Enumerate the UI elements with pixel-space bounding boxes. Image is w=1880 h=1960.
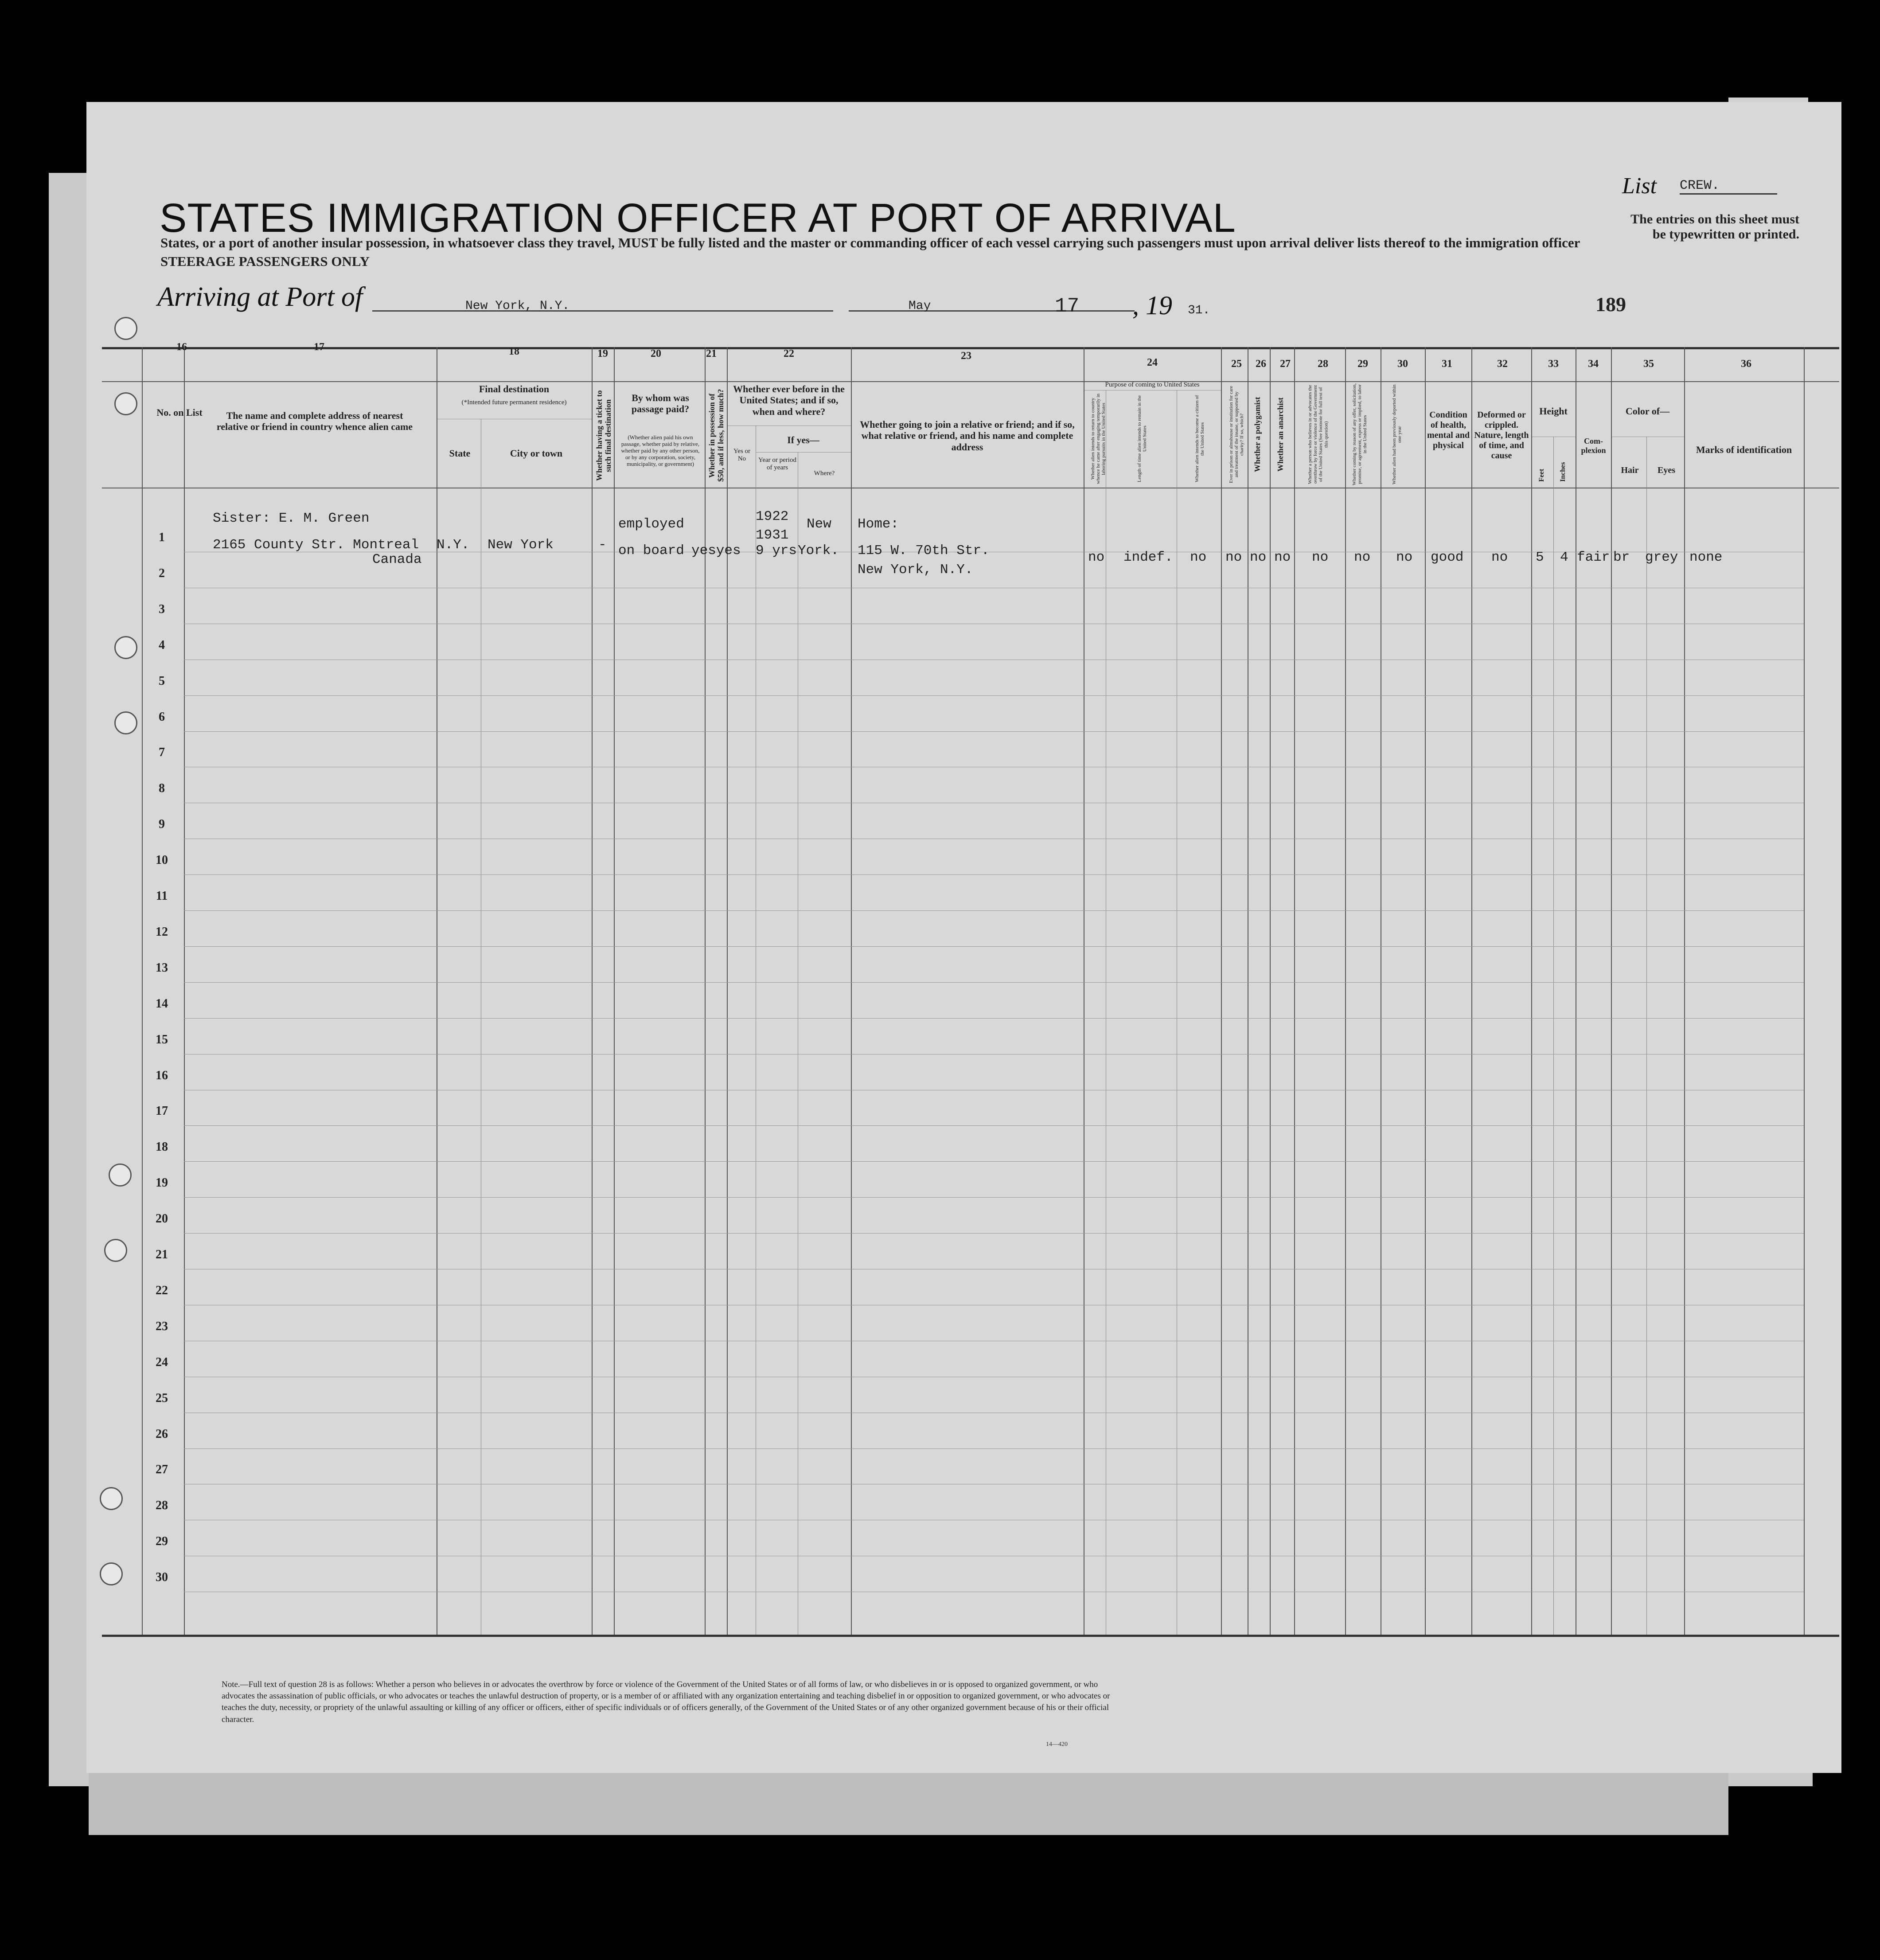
column-rule — [1553, 437, 1554, 1635]
header-purpose: Purpose of coming to United States — [1105, 381, 1200, 388]
footnote: Note.—Full text of question 28 is as follows: Whether a person who believes in or advocates the overthrow by force or violence of the Government of the United States or of all forms of law, or who disbelieves in or is opposed to organized government, or who advocates the assassination of public officials, or who advocates or teaches the unlawful destruction of property, or is a member of or affiliated with any organization entertaining and teaching disbelief in or opposition to organized government, or who advocates or teaches the duty, necessity, or propriety of the unlawful assaulting or killing of any officer or officers, either of specific individuals or of officers generally, of the Government of the United States or of any other organized government because of his or their official character. — [222, 1680, 1110, 1724]
column-number: 24 — [1147, 357, 1158, 368]
page-number: 189 — [1595, 293, 1626, 316]
column-rule — [727, 347, 728, 1635]
binder-hole — [114, 392, 137, 415]
header-ticket: Whether having a ticket to such final destination — [595, 390, 612, 481]
header-q30: Whether alien had been previously deported within one year — [1392, 384, 1403, 484]
underlying-page-bottom — [89, 1764, 1728, 1835]
year-prefix: , 19 — [1132, 291, 1172, 320]
column-number: 28 — [1318, 358, 1328, 370]
row-number: 12 — [156, 925, 168, 939]
row-rule — [184, 910, 1804, 911]
row-number: 15 — [156, 1032, 168, 1046]
row-number: 30 — [156, 1570, 168, 1585]
row-number: 18 — [156, 1140, 168, 1154]
entry-purpose-return: no — [1088, 550, 1105, 565]
row-number: 9 — [159, 817, 165, 832]
column-number: 32 — [1497, 358, 1508, 370]
row-number: 13 — [156, 960, 168, 975]
column-number: 34 — [1588, 358, 1599, 370]
table-top-rule — [102, 347, 1839, 349]
header-q29: Whether coming by reason of any offer, solicitation, promise, or agreement, express or implied, to labor in the United States — [1352, 383, 1368, 485]
row-number: 1 — [159, 531, 165, 544]
entry-years-line3: 9 yrs — [756, 543, 797, 558]
row-number: 5 — [159, 674, 165, 688]
column-number: 27 — [1280, 358, 1291, 370]
row-rule — [184, 1018, 1804, 1019]
row-number: 7 — [159, 746, 165, 760]
row-number: 14 — [156, 996, 168, 1011]
entry-condition: good — [1431, 550, 1464, 565]
column-number: 19 — [597, 348, 608, 359]
row-number: 3 — [159, 602, 165, 616]
entry-length-of-stay: indef. — [1123, 550, 1173, 565]
row-number: 10 — [156, 853, 168, 867]
binder-hole — [114, 317, 137, 340]
column-number: 16 — [176, 341, 187, 353]
entry-hair: br — [1613, 550, 1630, 565]
column-number: 29 — [1357, 358, 1368, 370]
row-number: 22 — [156, 1283, 168, 1297]
column-rule — [1425, 347, 1426, 1635]
binder-hole — [100, 1562, 123, 1585]
row-number: 17 — [156, 1104, 168, 1118]
entry-q28: no — [1312, 550, 1329, 565]
header-before-in-us: Whether ever before in the United States; and if so, when and where? — [733, 383, 845, 417]
binder-hole — [104, 1239, 127, 1262]
entry-city: New York — [488, 537, 554, 553]
row-number: 23 — [156, 1319, 168, 1333]
column-number-rule — [102, 381, 1839, 382]
entry-feet: 5 — [1536, 550, 1544, 565]
row-number: 28 — [156, 1499, 168, 1513]
header-joining: Whether going to join a relative or friend; and if so, what relative or friend, and his name and complete address — [860, 419, 1075, 453]
month-value: May — [909, 299, 931, 313]
entry-q29: no — [1354, 550, 1371, 565]
entry-join-line2: 115 W. 70th Str. — [858, 543, 990, 558]
column-rule — [1294, 347, 1295, 1635]
column-number: 31 — [1442, 358, 1452, 370]
column-rule — [1611, 347, 1612, 1635]
page-subtitle-2: STEERAGE PASSENGERS ONLY — [160, 254, 370, 269]
row-number: 26 — [156, 1427, 168, 1441]
header-possession: Whether in possession of $50, and if less, how much? — [707, 389, 725, 482]
entry-citizen: no — [1190, 550, 1207, 565]
row-rule — [184, 731, 1804, 732]
header-purpose-citizen: Whether alien intends to become a citizen of the United States — [1194, 395, 1205, 483]
entry-relative-line2: 2165 County Str. Montreal — [213, 537, 419, 553]
page-title: STATES IMMIGRATION OFFICER AT PORT OF ARRIVAL — [160, 195, 1236, 241]
year-suffix: 31. — [1188, 304, 1210, 317]
row-number: 29 — [156, 1534, 168, 1549]
header-eyes: Eyes — [1658, 465, 1675, 475]
column-rule — [1804, 347, 1805, 1635]
date-line — [849, 310, 1135, 312]
list-value: CREW. — [1680, 178, 1777, 195]
row-rule — [184, 1125, 1804, 1126]
row-rule — [184, 1197, 1804, 1198]
header-by-whom: By whom was passage paid? — [631, 392, 690, 415]
entry-inches: 4 — [1560, 550, 1568, 565]
binder-hole — [114, 711, 137, 734]
row-number: 27 — [156, 1463, 168, 1477]
row-number: 25 — [156, 1391, 168, 1405]
column-rule — [592, 347, 593, 1635]
header-marks: Marks of identification — [1696, 444, 1792, 455]
column-number: 18 — [509, 346, 519, 357]
column-rule — [1646, 437, 1647, 1635]
column-number: 26 — [1256, 358, 1266, 370]
form-number: 14—420 — [1046, 1741, 1068, 1748]
row-number: 6 — [159, 710, 165, 724]
binder-hole — [109, 1164, 132, 1187]
row-rule — [184, 695, 1804, 696]
header-prison: Ever in prison or almshouse or institution for care and treatment of the insane, or supported by charity? If so, which? — [1229, 386, 1245, 483]
entry-paid-line2: on board — [618, 543, 684, 558]
column-rule — [705, 347, 706, 1635]
row-number: 16 — [156, 1068, 168, 1082]
header-by-whom-note: (Whether alien paid his own passage, whether paid by relative, whether paid by any other person, or by any corporation, society, municipality, or government) — [621, 434, 700, 467]
entry-anarchist: no — [1274, 550, 1291, 565]
header-year-period: Year or period of years — [758, 457, 796, 472]
entry-join-line3: New York, N.Y. — [858, 562, 973, 578]
typewritten-note-2: be typewritten or printed. — [1652, 227, 1799, 242]
entry-paid-line1: employed — [618, 516, 684, 532]
if-yes-subrule — [756, 452, 851, 453]
entry-complexion: fair — [1577, 550, 1610, 565]
column-rule — [1471, 347, 1472, 1635]
header-polygamist: Whether a polygamist — [1253, 397, 1262, 472]
column-number: 30 — [1397, 358, 1408, 370]
row-number: 4 — [159, 638, 165, 652]
entry-state: N.Y. — [437, 537, 470, 553]
column-rule — [184, 347, 185, 1635]
column-rule — [1270, 347, 1271, 1635]
typewritten-note-1: The entries on this sheet must — [1630, 212, 1799, 226]
column-number: 36 — [1741, 358, 1751, 370]
column-number: 33 — [1548, 358, 1559, 370]
header-feet: Feet — [1538, 469, 1545, 482]
entry-eyes: grey — [1645, 550, 1678, 565]
binder-hole — [100, 1487, 123, 1510]
entry-deformed: no — [1491, 550, 1508, 565]
header-complexion: Com-plexion — [1581, 437, 1606, 455]
header-purpose-length: Length of time alien intends to remain in the United States — [1137, 395, 1148, 483]
list-label: List — [1622, 173, 1657, 199]
header-q28: Whether a person who believes in or advocates the overthrow by force or violence of the Government of the United States (See footnote for full text of this question) — [1307, 385, 1329, 484]
port-line — [372, 310, 833, 312]
header-city: City or town — [510, 448, 563, 459]
row-number: 20 — [156, 1212, 168, 1226]
header-height: Height — [1539, 406, 1568, 417]
page-subtitle: States, or a port of another insular possession, in whatsoever class they travel, MUST be fully listed and the master or commanding officer of each vessel carrying such passengers must upon arrival deliver lists thereof to the immigration officer — [160, 235, 1580, 250]
row-number: 21 — [156, 1248, 168, 1261]
day-value: 17 — [1055, 295, 1080, 318]
entry-years-line2: 1931 — [756, 527, 789, 543]
header-where: Where? — [814, 470, 835, 477]
port-value: New York, N.Y. — [465, 299, 570, 313]
entry-possession: yesyes — [691, 543, 741, 558]
header-yes-or-no: Yes or No — [733, 448, 751, 463]
column-number: 25 — [1231, 358, 1242, 370]
header-final-destination-note: (*Intended future permanent residence) — [461, 399, 567, 406]
header-deformed: Deformed or crippled. Nature, length of time, and cause — [1474, 410, 1529, 461]
entry-years-line1: 1922 — [756, 509, 789, 524]
column-number: 17 — [314, 341, 324, 353]
row-number: 11 — [156, 889, 168, 903]
header-hair: Hair — [1621, 465, 1639, 475]
column-rule — [1531, 347, 1532, 1635]
table-bottom-rule — [102, 1635, 1839, 1637]
header-purpose-return: Whether alien intends to return to country whence he came after engaging temporarily in laboring pursuits in the United States — [1090, 394, 1107, 484]
header-condition: Condition of health, mental and physical — [1427, 410, 1470, 450]
column-rule — [1345, 347, 1346, 1635]
row-rule — [184, 982, 1804, 983]
entry-prison: no — [1225, 550, 1242, 565]
entry-polygamist: no — [1250, 550, 1267, 565]
column-rule — [1684, 347, 1685, 1635]
header-no-on-list: No. on List — [156, 407, 203, 418]
entry-relative-line1: Sister: E. M. Green — [213, 511, 370, 526]
entry-where-line1: New — [807, 516, 831, 532]
entry-marks: none — [1689, 550, 1723, 565]
row-number: 19 — [156, 1176, 168, 1190]
binder-hole — [114, 636, 137, 659]
arriving-label: Arriving at Port of — [157, 282, 363, 312]
header-if-yes: If yes— — [787, 434, 819, 445]
header-nearest-relative: The name and complete address of nearest relative or friend in country whence alien came — [216, 410, 413, 433]
column-rule — [1221, 347, 1222, 1635]
entry-q30: no — [1396, 550, 1413, 565]
header-final-destination: Final destination — [479, 383, 550, 394]
row-rule — [184, 1233, 1804, 1234]
column-number: 20 — [651, 348, 661, 359]
row-number: 8 — [159, 781, 165, 796]
entry-ticket: - — [598, 537, 607, 553]
entry-join-line1: Home: — [858, 516, 899, 532]
entry-where-line2: York. — [798, 543, 839, 558]
column-rule — [614, 347, 615, 1635]
header-inches: Inches — [1559, 462, 1567, 482]
header-color-of: Color of— — [1625, 406, 1670, 417]
column-number: 35 — [1643, 358, 1654, 370]
header-anarchist: Whether an anarchist — [1276, 397, 1285, 472]
header-state: State — [449, 448, 471, 459]
row-rule — [184, 1161, 1804, 1162]
row-number: 2 — [159, 566, 165, 580]
column-number: 23 — [961, 350, 971, 362]
column-number: 21 — [706, 348, 717, 359]
row-rule — [184, 946, 1804, 947]
row-number: 24 — [156, 1355, 168, 1369]
column-number: 22 — [784, 348, 794, 359]
entry-relative-line3: Canada — [372, 552, 422, 567]
column-rule — [851, 347, 852, 1635]
